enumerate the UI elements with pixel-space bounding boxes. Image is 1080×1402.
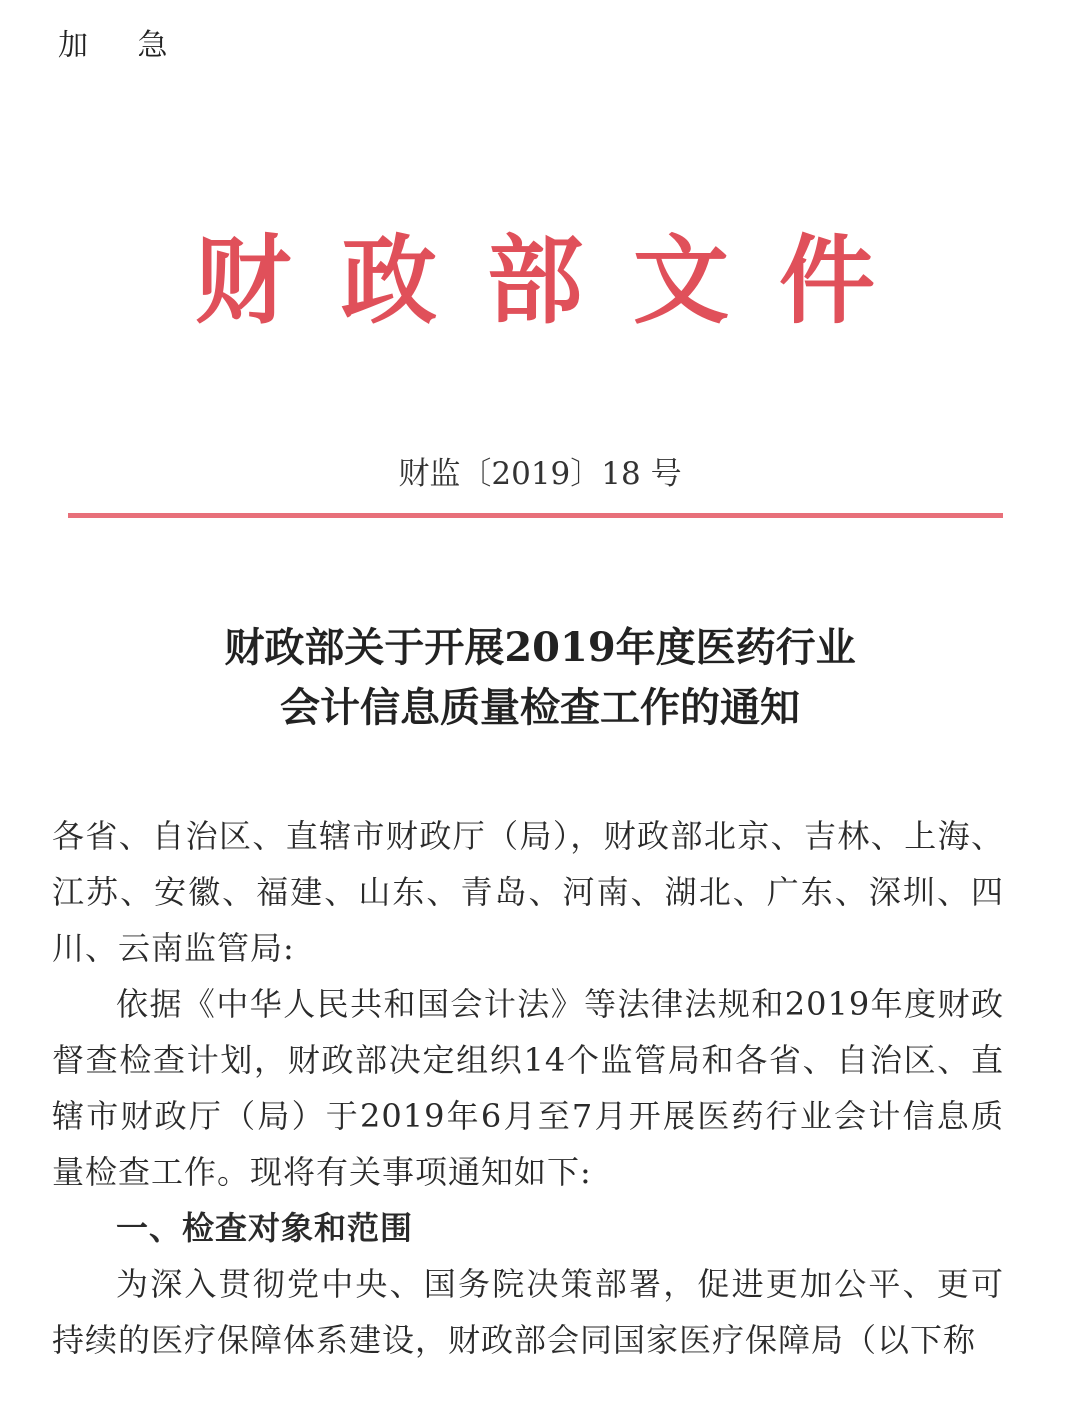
section-heading: 一、检查对象和范围 [116,1209,414,1247]
red-divider-line [68,513,1003,518]
notice-title-line-2: 会计信息质量检查工作的通知 [280,684,800,731]
addressees-paragraph: 各省、自治区、直辖市财政厅（局），财政部北京、吉林、上海、江苏、安徽、福建、山东、青岛、河南、湖北、广东、深圳、四川、云南监管局: [52,817,1004,967]
notice-title-line-1: 财政部关于开展2019年度医药行业 [224,624,856,671]
document-header-title: 财政部文件 [195,224,925,337]
body-paragraph: 为深入贯彻党中央、国务院决策部署，促进更加公平、更可持续的医疗保障体系建设，财政部会同国家医疗保障局（以下称 [52,1265,1004,1359]
notice-title [0,618,1080,738]
urgency-label: 加 急 [58,28,188,63]
document-number: 财监〔2019〕18 号 [398,456,682,492]
body-paragraph: 依据《中华人民共和国会计法》等法律法规和2019年度财政督查检查计划，财政部决定组织14个监管局和各省、自治区、直辖市财政厅（局）于2019年6月至7月开展医药行业会计信息质量检查工作。现将有关事项通知如下: [52,985,1004,1191]
notice-body [52,808,1004,1368]
